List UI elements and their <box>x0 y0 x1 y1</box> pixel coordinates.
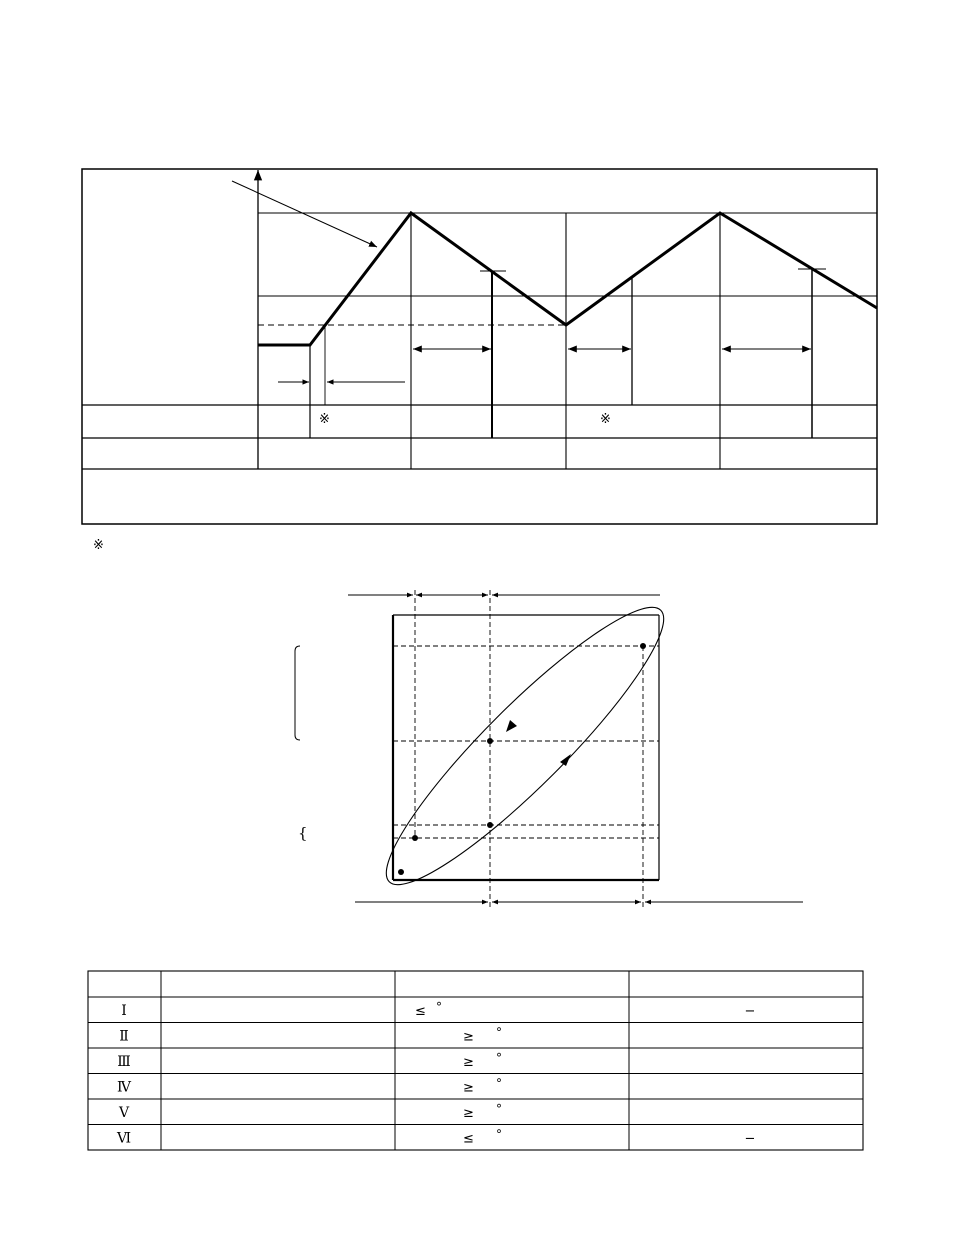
loop-point <box>412 835 418 841</box>
row-relation: ≥ <box>463 1105 474 1121</box>
row-relation: ≤ <box>463 1131 474 1147</box>
table-frame <box>88 971 863 1150</box>
range-brace: { <box>298 824 308 842</box>
row-relation: ≥ <box>463 1029 474 1045</box>
row-relation: ≥ <box>463 1054 474 1070</box>
row-numeral: Ⅱ <box>119 1028 129 1045</box>
row-degree: ° <box>496 1050 502 1065</box>
loop-point <box>398 869 404 875</box>
timing-outer-frame <box>82 169 877 524</box>
row-numeral: Ⅰ <box>121 1002 127 1019</box>
row-numeral: Ⅴ <box>118 1104 130 1121</box>
row-numeral: Ⅲ <box>117 1053 131 1070</box>
row-dash: − <box>744 1003 756 1019</box>
reference-mark: ※ <box>600 412 611 427</box>
row-degree: ° <box>496 1076 502 1091</box>
row-relation: ≥ <box>463 1080 474 1096</box>
loop-direction-arrow <box>506 720 517 732</box>
row-degree: ° <box>496 1025 502 1040</box>
row-degree: ° <box>496 1127 502 1142</box>
classification-table <box>88 971 863 1150</box>
hysteresis-diagram <box>295 582 803 910</box>
loop-point <box>640 643 646 649</box>
hysteresis-loop <box>361 582 689 910</box>
range-bracket <box>295 646 300 740</box>
row-numeral: Ⅵ <box>116 1130 132 1147</box>
timing-diagram <box>82 169 877 524</box>
loop-direction-arrow <box>560 754 571 766</box>
leader-arrow <box>232 181 377 247</box>
row-degree: ° <box>436 999 442 1014</box>
loop-point <box>487 822 493 828</box>
reference-mark: ※ <box>319 412 330 427</box>
row-dash: − <box>744 1131 756 1147</box>
row-relation: ≤ <box>415 1003 426 1019</box>
footnote-mark: ※ <box>93 538 104 553</box>
row-numeral: Ⅳ <box>117 1079 131 1096</box>
row-degree: ° <box>496 1101 502 1116</box>
loop-point <box>487 738 493 744</box>
